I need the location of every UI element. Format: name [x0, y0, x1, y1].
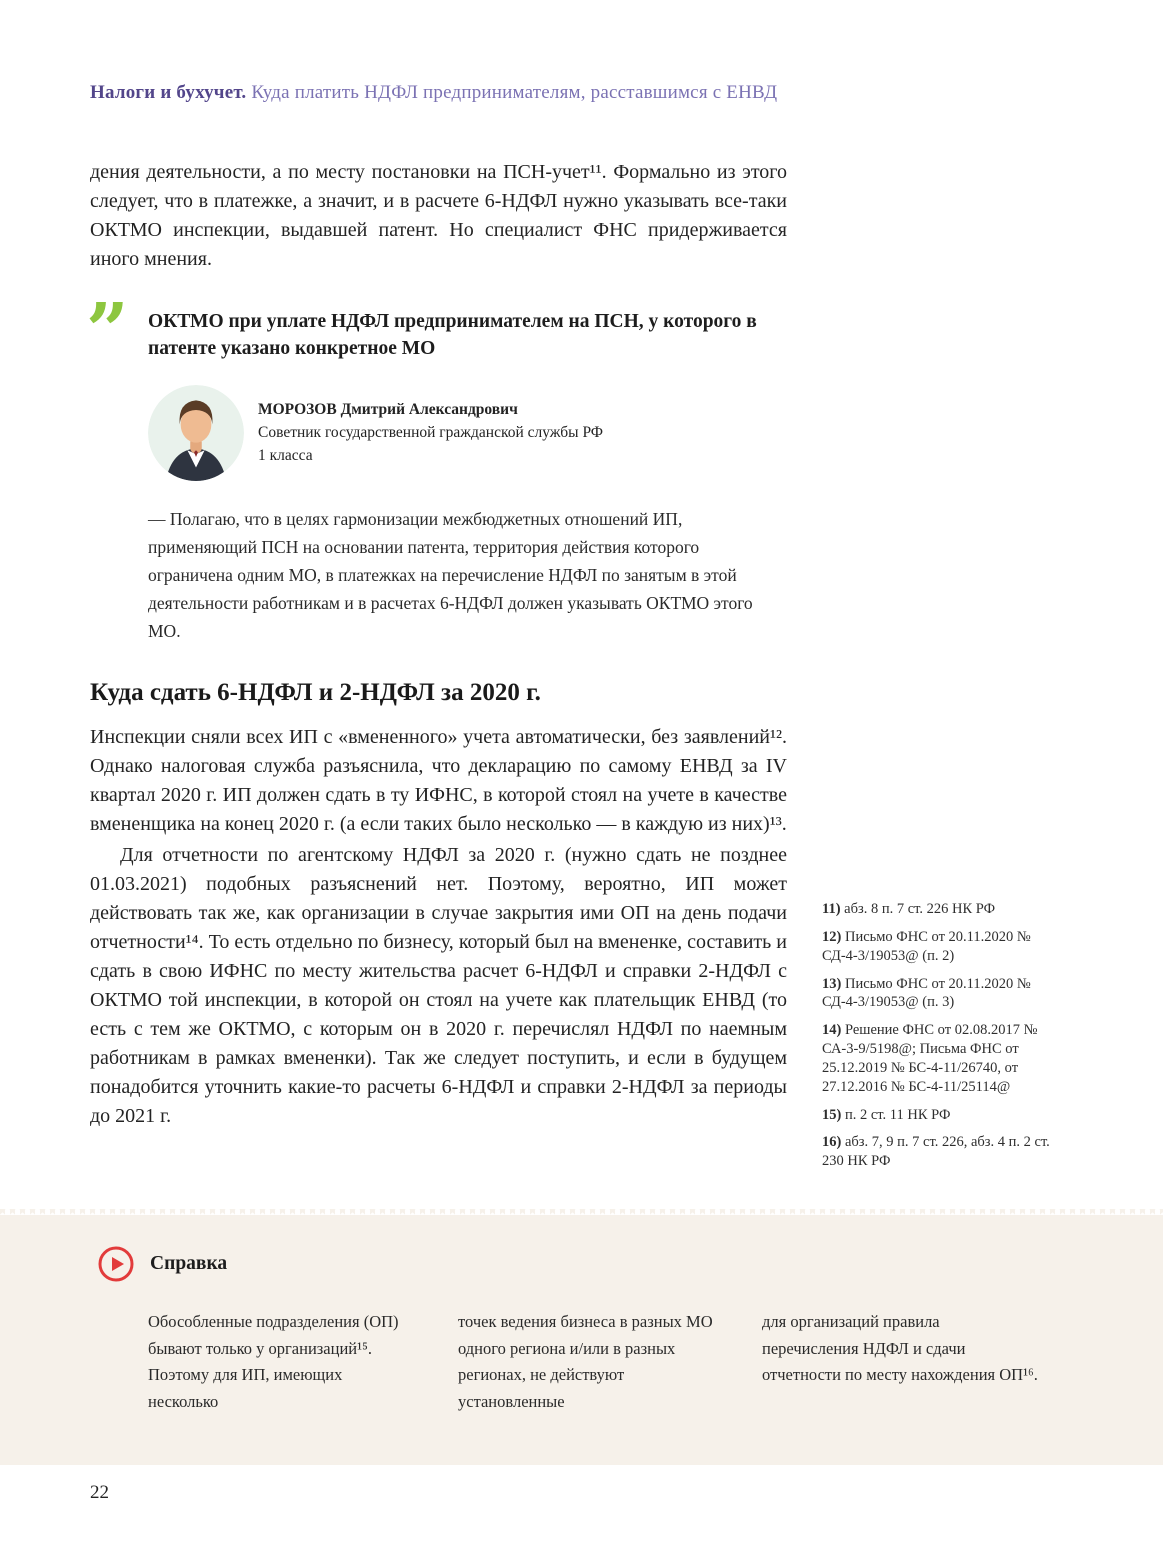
author-name: МОРОЗОВ Дмитрий Александрович	[258, 400, 518, 418]
section-paragraph: Для отчетности по агентскому НДФЛ за 2020 г. (нужно сдать не позднее 01.03.2021) подобных разъяснений нет. Поэтому, вероятно, ИП может действовать так же, как организации в случае закрытия ими ОП на день подачи отчетности¹⁴. То есть отдельно по бизнесу, который был на вмененке, составить и сдать в свою ИФНС по месту жительства расчет 6-НДФЛ и справки 2-НДФЛ с ОКТМО той инспекции, в которой он стоял на учете как плательщик ЕНВД (то есть с тем же ОКТМО, с которым он в 2020 г. перечислял НДФЛ по наемным работникам в рамках вмененки). Так же следует поступить, и если в будущем понадобится уточнить какие-то расчеты 6-НДФЛ и справки 2-НДФЛ за периоды до 2021 г.	[90, 843, 787, 1127]
expert-photo	[148, 385, 244, 481]
intro-paragraph: дения деятельности, а по месту постановки на ПСН-учет¹¹. Формально из этого следует, что в платежке, а значит, и в расчете 6-НДФЛ нужно указывать все-таки ОКТМО инспекции, выдавшей патент. Но специалист ФНС придерживается иного мнения.	[90, 161, 787, 270]
footnote-text: абз. 8 п. 7 ст. 226 НК РФ	[844, 901, 996, 917]
footnotes-sidebar	[822, 900, 1070, 1180]
footnote-text: Письмо ФНС от 20.11.2020 № СД-4-3/19053@ (п. 2)	[822, 928, 1031, 964]
footnote	[822, 975, 1070, 1013]
main-column	[86, 158, 787, 1131]
person-portrait-icon	[148, 385, 244, 481]
play-icon	[97, 1245, 135, 1283]
footnote-number: 11)	[822, 901, 841, 917]
author-row	[148, 385, 787, 481]
magazine-title: Налоги и бухучет.	[90, 82, 247, 103]
expert-quote-block	[86, 288, 787, 645]
running-head	[90, 82, 777, 104]
footnote	[822, 1021, 1070, 1096]
quote-title: ОКТМО при уплате НДФЛ предпринимателем на ПСН, у которого в патенте указано конкретное МО	[148, 311, 757, 360]
footnote-text: п. 2 ст. 11 НК РФ	[844, 1106, 951, 1123]
footnote	[822, 1133, 1070, 1171]
quote-text: — Полагаю, что в целях гармонизации межбюджетных отношений ИП, применяющий ПСН на основании патента, территория действия которого ограничена одним МО, в платежках на перечисление НДФЛ по занятым в этой деятельности работникам и в расчетах 6-НДФЛ должен указывать ОКТМО этого МО.	[148, 508, 753, 641]
footnote-number: 14)	[822, 1022, 842, 1039]
page-number: 22	[90, 1482, 109, 1503]
footnote-number: 13)	[822, 975, 842, 992]
article-title: Куда платить НДФЛ предпринимателям, расставшимся с ЕНВД	[251, 82, 778, 103]
reference-box-title: Справка	[150, 1253, 228, 1274]
reference-box-header	[0, 1215, 1163, 1283]
section-paragraph: Инспекции сняли всех ИП с «вмененного» учета автоматически, без заявлений¹². Однако налоговая служба разъяснила, что декларацию по самому ЕНВД за IV квартал 2020 г. ИП должен сдать в ту ИФНС, в которой стоял на учете в качестве вмененщика на конец 2020 г. (а если таких было несколько — в каждую из них)¹³.	[90, 725, 787, 835]
reference-column: точек ведения бизнеса в разных МО одного региона и/или в разных регионах, не действуют установленные	[458, 1312, 713, 1412]
footnote-text: абз. 7, 9 п. 7 ст. 226, абз. 4 п. 2 ст. 230 НК РФ	[822, 1134, 1050, 1170]
section-heading: Куда сдать 6-НДФЛ и 2-НДФЛ за 2020 г.	[90, 678, 541, 706]
author-position-2: 1 класса	[258, 447, 313, 465]
reference-box	[0, 1215, 1163, 1465]
footnote-number: 16)	[822, 1134, 842, 1151]
author-position-1: Советник государственной гражданской службы РФ	[258, 423, 604, 441]
reference-column: для организаций правила перечисления НДФЛ и сдачи отчетности по месту нахождения ОП¹⁶.	[762, 1312, 1038, 1385]
section-body	[90, 723, 787, 1131]
footnote-text: Письмо ФНС от 20.11.2020 № СД-4-3/19053@ (п. 3)	[822, 975, 1031, 1011]
author-info	[258, 398, 603, 468]
quote-icon: ”	[86, 288, 129, 374]
footnote-number: 12)	[822, 928, 842, 945]
reference-box-columns	[0, 1309, 1163, 1416]
footnote-number: 15)	[822, 1106, 842, 1123]
reference-column: Обособленные подразделения (ОП) бывают только у организаций¹⁵. Поэтому для ИП, имеющих несколько	[148, 1312, 399, 1412]
footnote-text: Решение ФНС от 02.08.2017 № СА-3-9/5198@; Письма ФНС от 25.12.2019 № БС-4-11/26740, от 27.12.2016 № БС-4-11/25114@	[822, 1022, 1038, 1095]
footnote	[822, 900, 1070, 919]
footnote	[822, 1106, 1070, 1125]
footnote	[822, 928, 1070, 966]
